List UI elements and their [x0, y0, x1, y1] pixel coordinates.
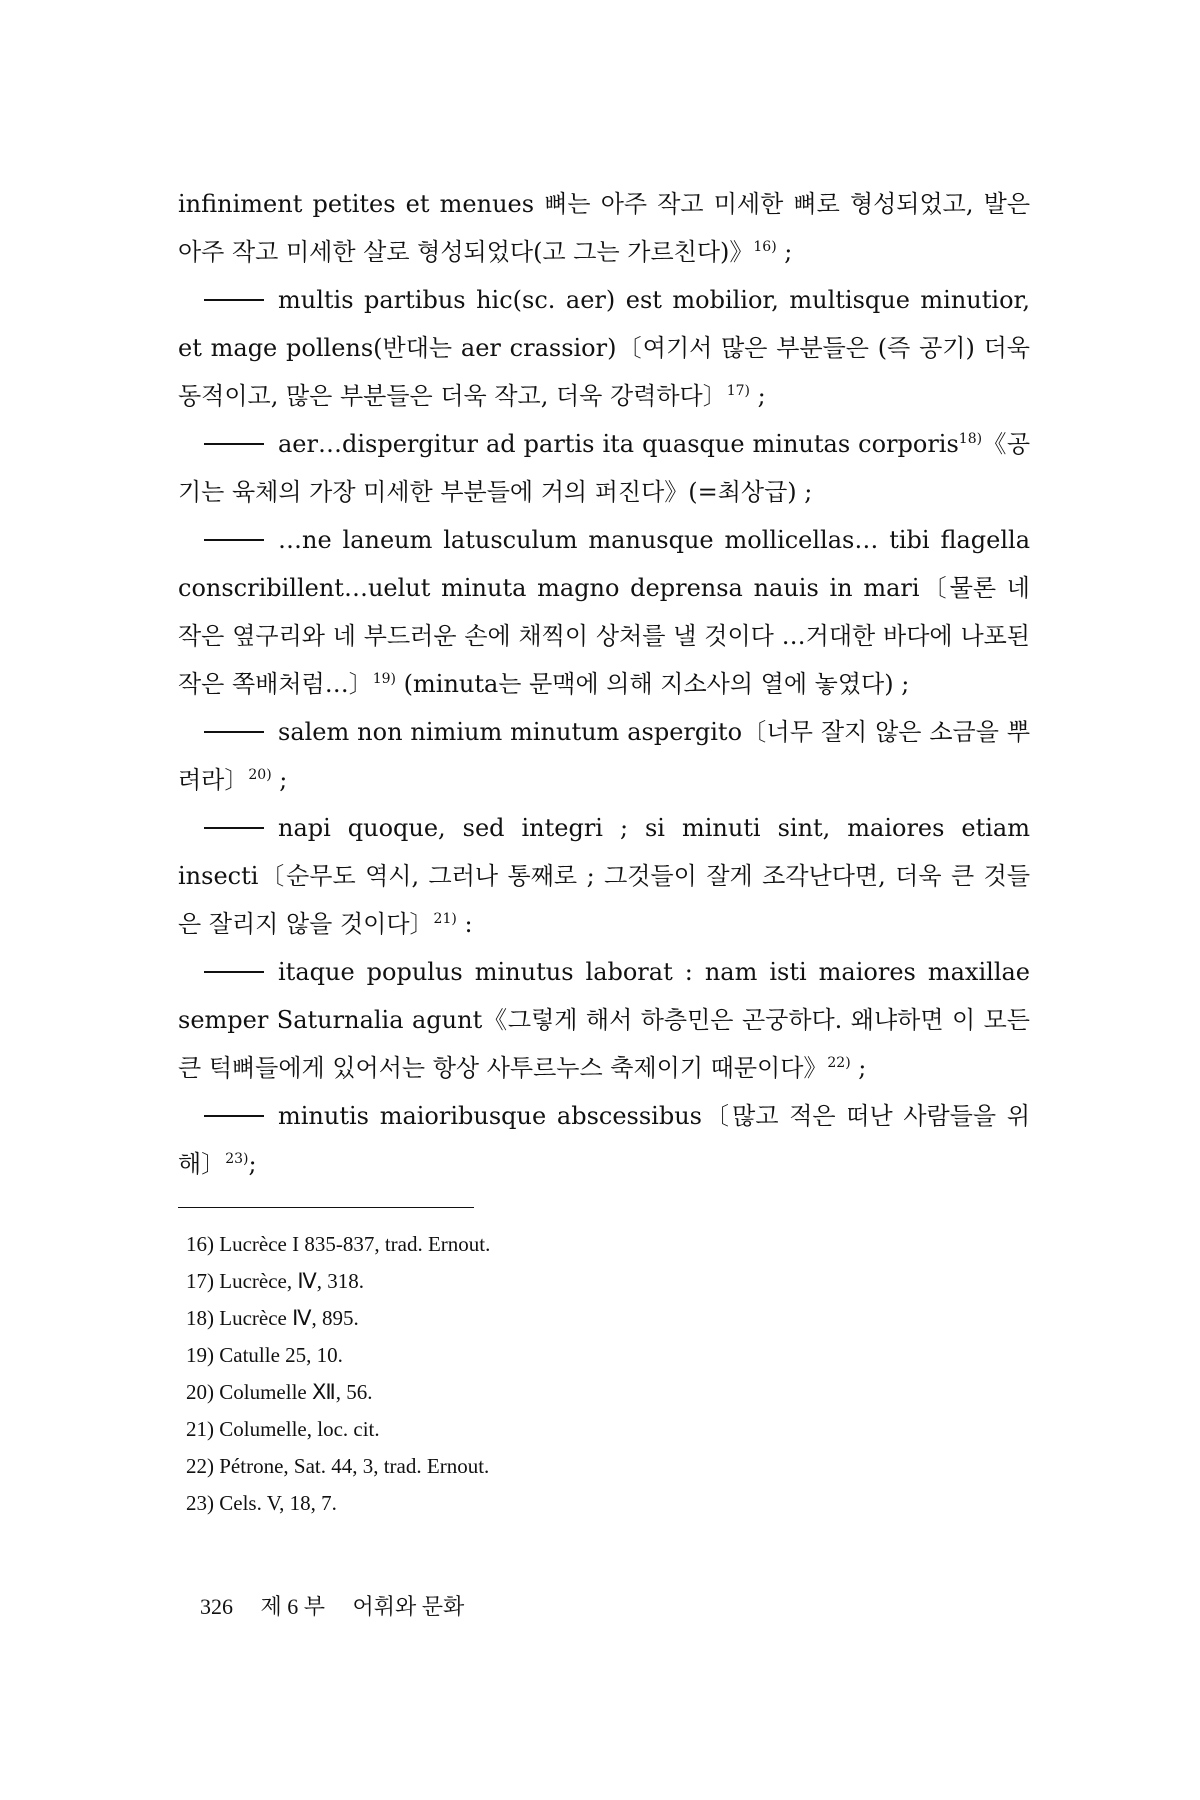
page-number: 326: [200, 1594, 233, 1619]
dash-mark: [204, 731, 264, 733]
footnote-ref-20[interactable]: 20): [248, 767, 272, 783]
paragraph-8: minutis maioribusque abscessibus〔많고 적은 떠난 사람들을 위해〕$^{23)}$;: [178, 1102, 1030, 1178]
footnote-22: 22) Pétrone, Sat. 44, 3, trad. Ernout.: [186, 1454, 490, 1478]
footnote-21: 21) Columelle, loc. cit.: [186, 1417, 380, 1441]
paragraph-5: salem non nimium minutum aspergito〔너무 잘지 않은 소금을 뿌려라〕$^{20)}$ ;: [178, 718, 1030, 794]
paragraph-1: infiniment petites et menues 뼈는 아주 작고 미세한 뼈로 형성되었고, 발은 아주 작고 미세한 살로 형성되었다(고 그는 가르친다)》$^{16)}$ ;: [178, 190, 1030, 266]
footnote-ref-22[interactable]: 22): [827, 1055, 851, 1071]
body-text: [178, 180, 1030, 1188]
footnote-20: 20) Columelle Ⅻ, 56.: [186, 1380, 373, 1404]
dash-mark: [204, 971, 264, 973]
dash-mark: [204, 539, 264, 541]
paragraph-3: aer…dispergitur ad partis ita quasque minutas corporis$^{18)}$《공기는 육체의 가장 미세한 부분들에 거의 퍼진다》(=최상급) ;: [178, 430, 1031, 506]
footnote-ref-17[interactable]: 17): [726, 383, 750, 399]
running-footer: [200, 1590, 486, 1621]
footnote-ref-16[interactable]: 16): [753, 239, 777, 255]
paragraph-2: multis partibus hic(sc. aer) est mobilior, multisque minutior, et mage pollens(반대는 aer crassior)〔여기서 많은 부분들은 (즉 공기) 더욱 동적이고, 많은 부분들은 더욱 작고, 더욱 강력하다〕$^{17)}$ ;: [178, 286, 1030, 410]
footnote-ref-19[interactable]: 19): [372, 671, 397, 687]
footnote-ref-18[interactable]: 18): [958, 431, 983, 447]
footnote-ref-21[interactable]: 21): [433, 911, 457, 927]
paragraph-4: …ne laneum latusculum manusque mollicellas… tibi flagella conscribillent…uelut minuta magno deprensa nauis in mari〔물론 네 작은 옆구리와 네 부드러운 손에 채찍이 상처를 낼 것이다 …거대한 바다에 나포된 작은 쪽배처럼…〕$^{19)}$ (minuta는 문맥에 의해 지소사의 열에 놓였다) ;: [178, 526, 1030, 698]
footnote-ref-23[interactable]: 23): [225, 1151, 249, 1167]
section-title: 어휘와 문화: [352, 1594, 465, 1619]
dash-mark: [204, 1115, 264, 1117]
part-label: 제 6 부: [260, 1594, 326, 1619]
dash-mark: [204, 443, 264, 445]
footnote-18: 18) Lucrèce Ⅳ, 895.: [186, 1306, 359, 1330]
footnote-16: 16) Lucrèce I 835-837, trad. Ernout.: [186, 1232, 491, 1256]
paragraph-6: napi quoque, sed integri ; si minuti sint, maiores etiam insecti〔순무도 역시, 그러나 통째로 ; 그것들이 잘게 조각난다면, 더욱 큰 것들은 잘리지 않을 것이다〕$^{21)}$ :: [178, 814, 1030, 938]
dash-mark: [204, 827, 264, 829]
dash-mark: [204, 299, 264, 301]
footnote-19: 19) Catulle 25, 10.: [186, 1343, 343, 1367]
footnote-23: 23) Cels. V, 18, 7.: [186, 1491, 337, 1515]
footnote-divider: [178, 1207, 474, 1208]
paragraph-7: itaque populus minutus laborat : nam isti maiores maxillae semper Saturnalia agunt《그렇게 해서 하층민은 곤궁하다. 왜냐하면 이 모든 큰 턱뼈들에게 있어서는 항상 사투르누스 축제이기 때문이다》$^{22)}$ ;: [178, 958, 1030, 1082]
footnotes: [186, 1226, 886, 1522]
footnote-17: 17) Lucrèce, Ⅳ, 318.: [186, 1269, 364, 1293]
